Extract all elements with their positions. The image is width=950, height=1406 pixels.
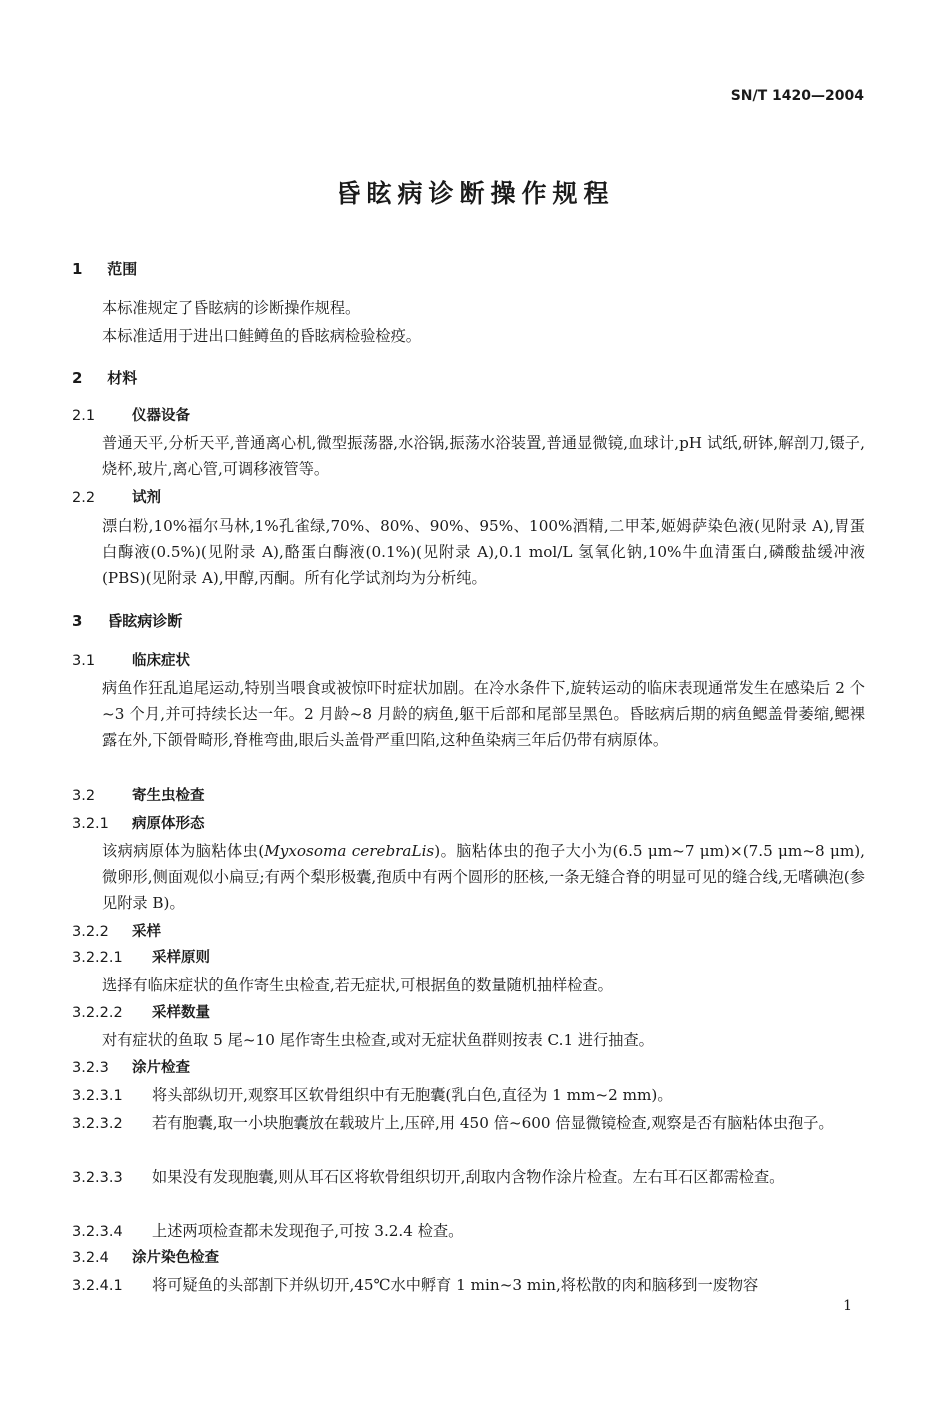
standard-code: SN/T 1420—2004: [730, 88, 864, 104]
subsection-title: 仪器设备: [132, 408, 190, 424]
section-3-heading: [72, 610, 865, 631]
clause-number: 3.2.3.4: [72, 1224, 123, 1240]
paragraph: 选择有临床症状的鱼作寄生虫检查,若无症状,可根据鱼的数量随机抽样检查。: [102, 976, 613, 994]
subsection-3-1-heading: [72, 649, 865, 670]
clause-3-2-3-2: [72, 1110, 865, 1137]
section-number: 2: [72, 369, 83, 387]
subsection-title: 临床症状: [132, 653, 190, 669]
clause-number: 3.2.3.3: [72, 1170, 123, 1186]
clause-number: 3.2.3.1: [72, 1088, 123, 1104]
section-number: 1: [72, 260, 83, 278]
clause-text: 若有胞囊,取一小块胞囊放在载玻片上,压碎,用 450 倍~600 倍显微镜检查,观察是否有脑粘体虫孢子。: [152, 1114, 834, 1132]
section-title: 材料: [107, 369, 138, 387]
subsection-number: 3.2.2: [72, 924, 109, 940]
subsection-3-2-2-1-heading: [72, 946, 865, 967]
subsection-title: 涂片检查: [132, 1060, 190, 1076]
paragraph: 本标准适用于进出口鲑鳟鱼的昏眩病检验检疫。: [102, 327, 421, 345]
subsection-title: 寄生虫检查: [132, 788, 205, 804]
paragraph: 漂白粉,10%福尔马林,1%孔雀绿,70%、80%、90%、95%、100%酒精,二甲苯,姬姆萨染色液(见附录 A),胃蛋白酶液(0.5%)(见附录 A),酪蛋白酶液(0.1%)(见附录 A),0.1 mol/L 氢氧化钠,10%牛血清蛋白,磷酸盐缓冲液(PBS)(见附录 A),甲醇,丙酮。所有化学试剂均为分析纯。: [102, 517, 865, 587]
subsection-number: 3.2: [72, 788, 96, 804]
clause-text: 将可疑鱼的头部割下并纵切开,45℃水中孵育 1 min~3 min,将松散的肉和脑移到一废物容: [152, 1276, 759, 1294]
subsection-title: 采样原则: [152, 950, 210, 966]
subsection-number: 2.2: [72, 490, 96, 506]
clause-text: 上述两项检查都未发现孢子,可按 3.2.4 检查。: [152, 1222, 464, 1240]
subsection-3-2-heading: [72, 784, 865, 805]
paragraph: 普通天平,分析天平,普通离心机,微型振荡器,水浴锅,振荡水浴装置,普通显微镜,血球计,pH 试纸,研钵,解剖刀,镊子,烧杯,玻片,离心管,可调移液管等。: [102, 434, 865, 478]
subsection-title: 采样数量: [152, 1005, 210, 1021]
text-run: 该病病原体为脑粘体虫(: [102, 842, 265, 860]
paragraph: 本标准规定了昏眩病的诊断操作规程。: [102, 299, 361, 317]
section-number: 3: [72, 612, 83, 630]
subsection-title: 采样: [132, 924, 161, 940]
paragraph: [102, 838, 865, 916]
clause-number: 3.2.3.2: [72, 1116, 123, 1132]
paragraph: 对有症状的鱼取 5 尾~10 尾作寄生虫检查,或对无症状鱼群则按表 C.1 进行抽查。: [102, 1031, 654, 1049]
subsection-number: 3.2.4: [72, 1250, 109, 1266]
section-title: 昏眩病诊断: [107, 612, 183, 630]
subsection-3-2-1-heading: [72, 812, 865, 833]
subsection-title: 涂片染色检查: [132, 1250, 219, 1266]
subsection-number: 3.2.1: [72, 816, 109, 832]
section-2-heading: [72, 367, 865, 388]
subsection-number: 3.2.2.1: [72, 950, 123, 966]
clause-text: 如果没有发现胞囊,则从耳石区将软骨组织切开,刮取内含物作涂片检查。左右耳石区都需检查。: [152, 1168, 785, 1186]
subsection-title: 病原体形态: [132, 816, 205, 832]
clause-number: 3.2.4.1: [72, 1278, 123, 1294]
subsection-number: 3.2.2.2: [72, 1005, 123, 1021]
subsection-number: 3.2.3: [72, 1060, 109, 1076]
subsection-number: 3.1: [72, 653, 96, 669]
section-1-heading: [72, 258, 865, 279]
subsection-3-2-4-heading: [72, 1246, 865, 1267]
species-name: Myxosoma cerebraLis: [264, 842, 435, 860]
subsection-title: 试剂: [132, 490, 161, 506]
paragraph: 病鱼作狂乱追尾运动,特别当喂食或被惊吓时症状加剧。在冷水条件下,旋转运动的临床表现通常发生在感染后 2 个~3 个月,并可持续长达一年。2 月龄~8 月龄的病鱼,躯干后部和尾部呈黑色。昏眩病后期的病鱼鳃盖骨萎缩,鳃裸露在外,下颌骨畸形,脊椎弯曲,眼后头盖骨严重凹陷,这种鱼染病三年后仍带有病原体。: [102, 679, 865, 749]
subsection-3-2-2-2-heading: [72, 1001, 865, 1022]
subsection-2-1-heading: [72, 404, 865, 425]
clause-text: 将头部纵切开,观察耳区软骨组织中有无胞囊(乳白色,直径为 1 mm~2 mm)。: [152, 1086, 673, 1104]
document-title: 昏眩病诊断操作规程: [335, 179, 615, 208]
subsection-3-2-3-heading: [72, 1056, 865, 1077]
clause-3-2-4-1: [72, 1272, 865, 1299]
subsection-2-2-heading: [72, 486, 865, 507]
subsection-3-2-2-heading: [72, 920, 865, 941]
subsection-number: 2.1: [72, 408, 96, 424]
clause-3-2-3-4: [72, 1218, 865, 1245]
page-number: 1: [843, 1298, 852, 1314]
section-title: 范围: [107, 260, 138, 278]
clause-3-2-3-3: [72, 1164, 865, 1191]
text-run: )。脑粘体虫的孢子大小为(6.5 μm~7 μm)×(7.5 μm~8 μm),微卵形,侧面观似小扁豆;有两个梨形极囊,孢质中有两个圆形的胚核,一条无缝合脊的明显可见的缝合线,无嗜碘泡(参见附录 B)。: [102, 842, 865, 912]
clause-3-2-3-1: [72, 1082, 865, 1109]
